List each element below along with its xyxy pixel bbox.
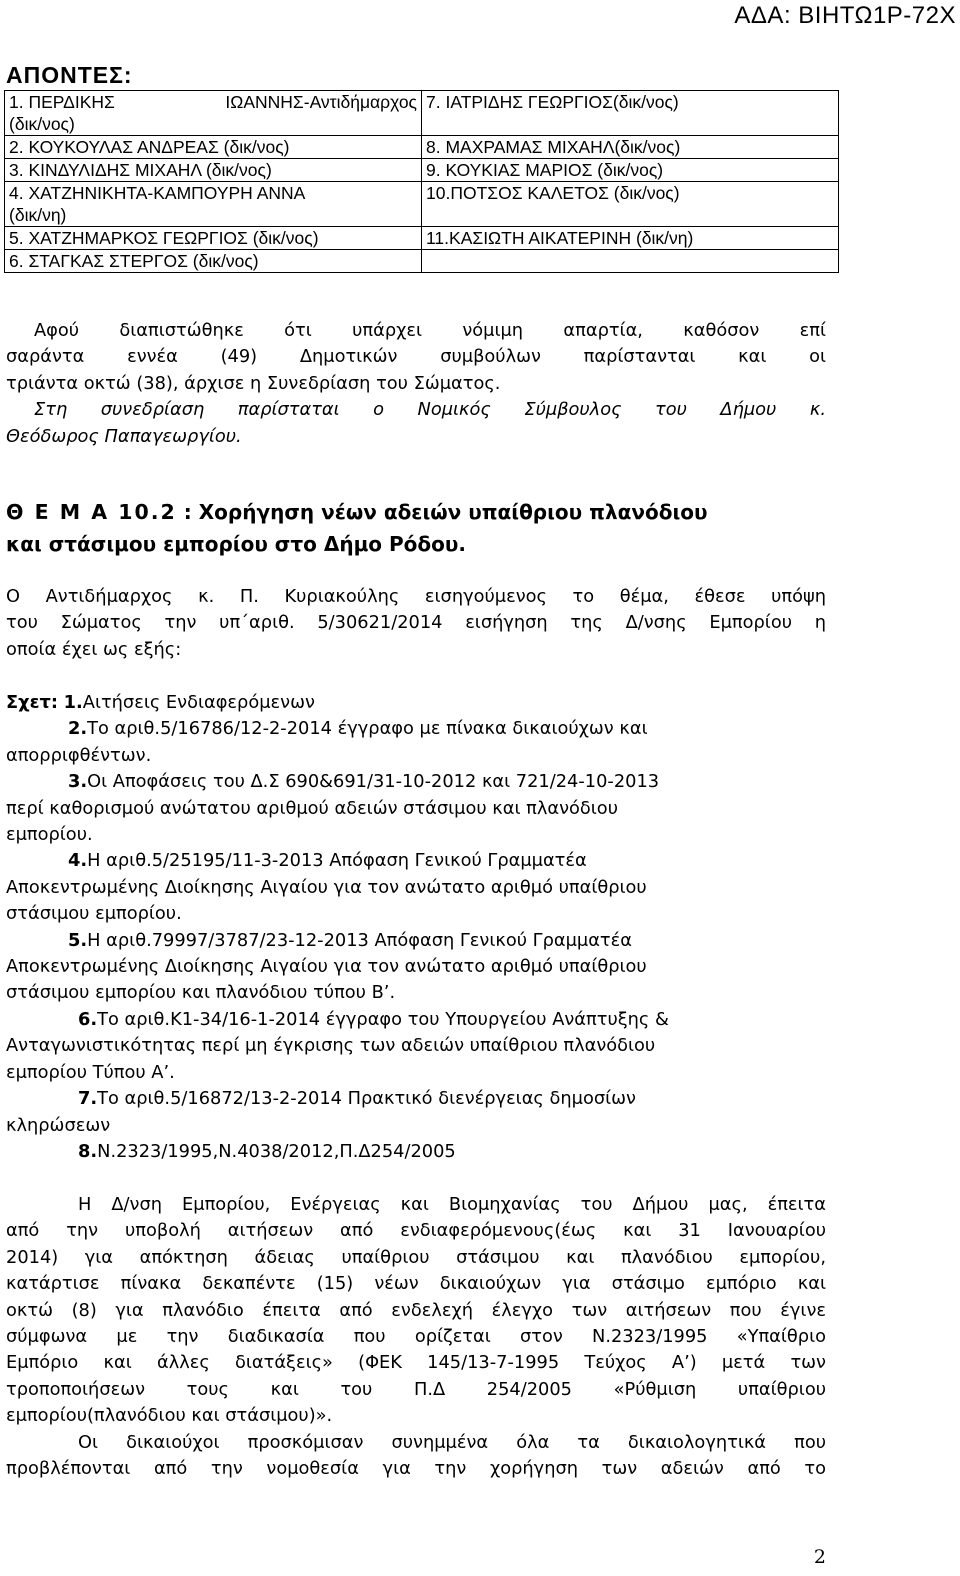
ref-number: 8. [78, 1140, 98, 1162]
ref-text: κληρώσεων [6, 1114, 111, 1136]
text-line: κατάρτισε πίνακα δεκαπέντε (15) νέων δικαιούχων για στάσιμο εμπόριο και [6, 1273, 826, 1295]
ref-number: 2. [68, 718, 88, 740]
ref-text: στάσιμου εμπορίου και πλανόδιου τύπου Β’. [6, 982, 396, 1004]
ref-text: Το αριθ.Κ1-34/16-1-2014 έγγραφο του Υπουργείου Ανάπτυξης & [97, 1008, 669, 1030]
ref-text: στάσιμου εμπορίου. [6, 903, 182, 925]
table-cell: 3. ΚΙΝΔΥΛΙΔΗΣ ΜΙΧΑΗΛ (δικ/νος) [5, 159, 422, 182]
ref-number: 3. [68, 771, 88, 793]
ref-text: περί καθορισμού ανώτατου αριθμού αδειών στάσιμου και πλανόδιου [6, 797, 618, 819]
text-line: 2014) για απόκτηση άδειας υπαίθριου στάσιμου και πλανόδιου εμπορίου, [6, 1246, 826, 1268]
member-status: (δικ/νος) [9, 114, 75, 134]
absent-title: ΑΠΟΝΤΕΣ: [6, 62, 133, 88]
ref-text: απορριφθέντων. [6, 744, 152, 766]
table-cell [422, 250, 839, 273]
table-cell: 11.ΚΑΣΙΩΤΗ ΑΙΚΑΤΕΡΙΝΗ (δικ/νη) [422, 227, 839, 250]
table-cell [5, 182, 422, 227]
ref-number: 7. [78, 1088, 98, 1110]
text-line: σαράντα εννέα (49) Δημοτικών συμβούλων παρίστανται και οι [6, 346, 826, 368]
table-row [5, 91, 839, 136]
table-row [5, 250, 839, 273]
table-cell: 7. ΙΑΤΡΙΔΗΣ ΓΕΩΡΓΙΟΣ(δικ/νος) [422, 91, 839, 136]
ref-text: εμπορίου Τύπου Α’. [6, 1061, 175, 1083]
ref-text: Η αριθ.79997/3787/23-12-2013 Απόφαση Γενικού Γραμματέα [87, 929, 632, 951]
text-line: προβλέπονται από την νομοθεσία για την χορήγηση των αδειών από το [6, 1458, 826, 1480]
member-status: (δικ/νη) [9, 205, 67, 225]
ref-text: εμπορίου. [6, 824, 93, 846]
theme-title: : Χορήγηση νέων αδειών υπαίθριου πλανόδιου [176, 500, 708, 524]
table-cell: 6. ΣΤΑΓΚΑΣ ΣΤΕΡΓΟΣ (δικ/νος) [5, 250, 422, 273]
text-line: Εμπόριο και άλλες διατάξεις» (ΦΕΚ 145/13-7-1995 Τεύχος Α’) μετά των [6, 1352, 826, 1374]
ref-number: 1. [63, 692, 83, 713]
absent-members-table [4, 90, 839, 273]
theme-heading [6, 497, 826, 559]
refs-label: Σχετ: [6, 692, 58, 713]
ref-text: Η αριθ.5/25195/11-3-2013 Απόφαση Γενικού Γραμματέα [87, 850, 587, 872]
text-line: τροποποιήσεων τους και του Π.Δ 254/2005 «Ρύθμιση υπαίθριου [6, 1378, 826, 1400]
theme-title-line2: και στάσιμου εμπορίου στο Δήμο Ρόδου. [6, 532, 466, 556]
intro-paragraph [6, 584, 826, 663]
theme-label: Θ Ε Μ Α 10.2 [6, 500, 177, 524]
ref-text: Το αριθ.5/16872/13-2-2014 Πρακτικό διενέργειας δημοσίων [97, 1088, 636, 1110]
text-line: Η Δ/νση Εμπορίου, Ενέργειας και Βιομηχανίας του Δήμου μας, έπειτα [78, 1194, 826, 1215]
page-number: 2 [813, 1546, 826, 1568]
member-name: 1. ΠΕΡΔΙΚΗΣ [9, 92, 115, 112]
table-row [5, 182, 839, 227]
ref-number: 5. [68, 929, 88, 951]
member-name: 4. ΧΑΤΖΗΝΙΚΗΤΑ-ΚΑΜΠΟΥΡΗ ΑΝΝΑ [9, 183, 306, 203]
text-line: από την υποβολή αιτήσεων από ενδιαφερόμενους(έως και 31 Ιανουαρίου [6, 1220, 826, 1242]
text-line: τριάντα οκτώ (38), άρχισε η Συνεδρίαση του Σώματος. [6, 372, 501, 394]
table-row [5, 227, 839, 250]
text-line: Στη συνεδρίαση παρίσταται ο Νομικός Σύμβουλος του Δήμου κ. [34, 399, 826, 421]
ref-text: Αποκεντρωμένης Διοίκησης Αιγαίου για τον ανώτατο αριθμό υπαίθριου [6, 956, 647, 978]
ref-text: Ν.2323/1995,Ν.4038/2012,Π.Δ254/2005 [97, 1140, 456, 1162]
table-cell: 2. ΚΟΥΚΟΥΛΑΣ ΑΝΔΡΕΑΣ (δικ/νος) [5, 136, 422, 159]
ref-text: Αποκεντρωμένης Διοίκησης Αιγαίου για τον ανώτατο αριθμό υπαίθριου [6, 876, 647, 898]
text-line: Αφού διαπιστώθηκε ότι υπάρχει νόμιμη απαρτία, καθόσον επί [34, 320, 826, 341]
table-row [5, 136, 839, 159]
text-line: Θεόδωρος Παπαγεωργίου. [6, 425, 242, 447]
text-line: οποία έχει ως εξής: [6, 638, 182, 660]
references-list [6, 690, 826, 1165]
ref-text: Ανταγωνιστικότητας περί μη έγκρισης των αδειών υπαίθριου πλανόδιου [6, 1035, 656, 1057]
table-cell: 10.ΠΟΤΣΟΣ ΚΑΛΕΤΟΣ (δικ/νος) [422, 182, 839, 227]
table-row [5, 159, 839, 182]
table-cell: 8. ΜΑΧΡΑΜΑΣ ΜΙΧΑΗΛ(δικ/νος) [422, 136, 839, 159]
ref-text: Αιτήσεις Ενδιαφερόμενων [82, 692, 315, 713]
ref-text: Οι Αποφάσεις του Δ.Σ 690&691/31-10-2012 και 721/24-10-2013 [87, 771, 660, 793]
ada-code: ΑΔΑ: ΒΙΗΤΩ1Ρ-72Χ [734, 2, 956, 29]
table-cell [5, 91, 422, 136]
text-line: του Σώματος την υπ΄αριθ. 5/30621/2014 εισήγηση της Δ/νσης Εμπορίου η [6, 612, 826, 634]
ref-number: 4. [68, 850, 88, 872]
ref-number: 6. [78, 1008, 98, 1030]
quorum-paragraph [6, 318, 826, 450]
text-line: οκτώ (8) για πλανόδιο έπειτα από ενδελεχή έλεγχο των αιτήσεων που έγινε [6, 1299, 826, 1321]
text-line: εμπορίου(πλανόδιου και στάσιμου)». [6, 1405, 333, 1427]
paragraph-commerce [6, 1192, 826, 1482]
text-line: Οι δικαιούχοι προσκόμισαν συνημμένα όλα τα δικαιολογητικά που [78, 1431, 826, 1453]
text-line: σύμφωνα με την διαδικασία που ορίζεται στον Ν.2323/1995 «Υπαίθριο [6, 1326, 826, 1348]
table-cell: 9. ΚΟΥΚΙΑΣ ΜΑΡΙΟΣ (δικ/νος) [422, 159, 839, 182]
table-cell: 5. ΧΑΤΖΗΜΑΡΚΟΣ ΓΕΩΡΓΙΟΣ (δικ/νος) [5, 227, 422, 250]
member-role: ΙΩΑΝΝΗΣ-Αντιδήμαρχος [225, 92, 417, 112]
text-line: Ο Αντιδήμαρχος κ. Π. Κυριακούλης εισηγούμενος το θέμα, έθεσε υπόψη [6, 586, 826, 607]
ref-text: Το αριθ.5/16786/12-2-2014 έγγραφο με πίνακα δικαιούχων και [87, 718, 648, 740]
